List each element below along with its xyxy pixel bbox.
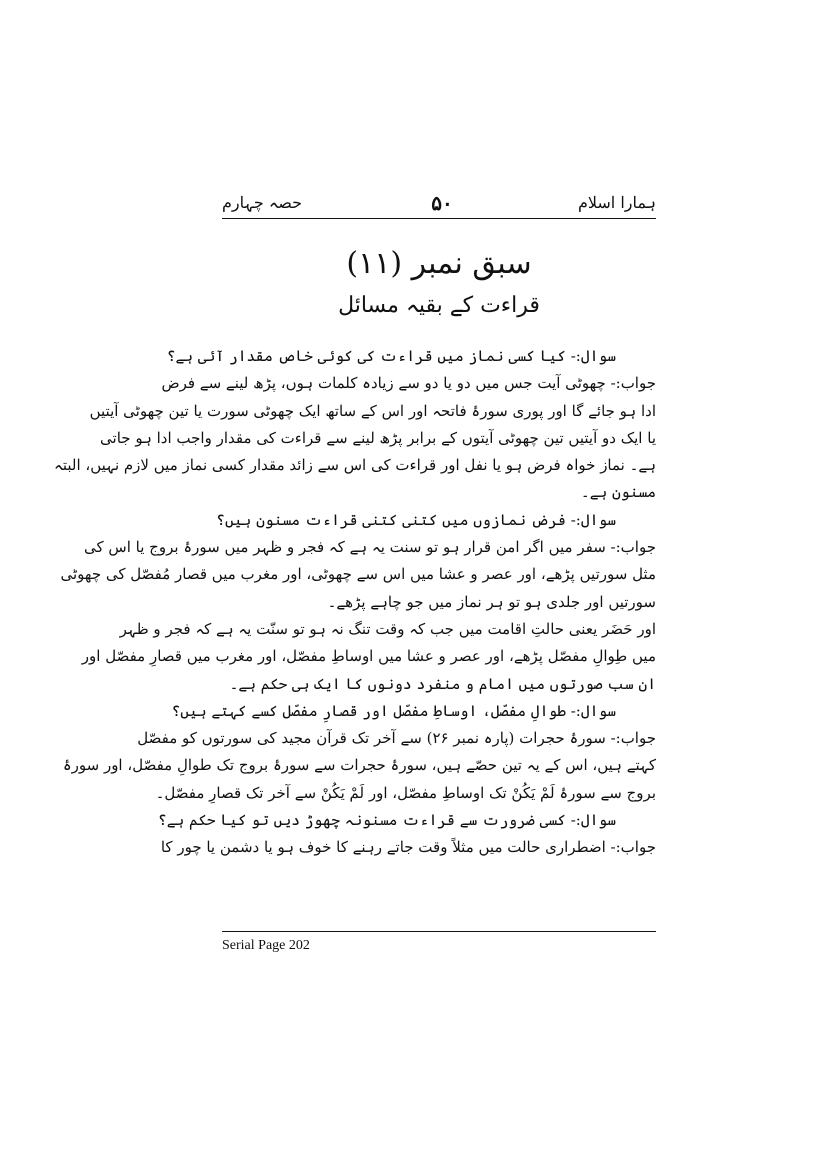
answer-line: جواب:- اضطراری حالت میں مثلاً وقت جاتے رہنے کا خوف ہو یا دشمن یا چور کا (160, 838, 656, 857)
text-line: ادا ہو جائے گا اور پوری سورۂ فاتحہ اور اس کے ساتھ ایک چھوٹی سورت یا تین چھوٹی آیتیں (89, 401, 656, 420)
running-header (222, 191, 656, 217)
book-title: ہمارا اسلام (577, 193, 656, 212)
header-rule (222, 218, 656, 219)
text-line: سورتیں اور جلدی ہو تو ہر نماز میں جو چاہے پڑھے۔ (327, 592, 656, 611)
question-line: سوال:- کسی ضرورت سے قراءت مسنونہ چھوڑ دیں تو کیا حکم ہے؟ (157, 811, 616, 830)
text-line: مسنون ہے۔ (580, 483, 656, 502)
question-line: سوال:- طوالِ مفصّل، اوساطِ مفصّل اور قصارِ مفصّل کسے کہتے ہیں؟ (171, 701, 616, 720)
text-line: ان سب صورتوں میں امام و منفرد دونوں کا ایک ہی حکم ہے۔ (229, 674, 656, 693)
answer-line: جواب:- سفر میں اگر امن قرار ہو تو سنت یہ ہے کہ فجر و ظہر میں سورۂ بروج یا اس کی (84, 538, 656, 557)
lesson-title: سبق نمبر (۱۱) (346, 246, 532, 281)
text-line: میں طِوالِ مفصّل پڑھے، اور عصر و عشا میں اوساطِ مفصّل، اور مغرب میں قصارِ مفصّل اور (81, 647, 656, 666)
text-line: یا ایک دو آیتیں تین چھوٹی آیتوں کے برابر پڑھ لینے سے قراءت کی مقدار واجب ادا ہو جاتی (100, 428, 656, 447)
text-line: کہتے ہیں، اس کے یہ تین حصّے ہیں، سورۂ حجرات سے سورۂ بروج تک طوالِ مفصّل، اور سورۂ (62, 756, 656, 775)
footer-rule (222, 931, 656, 932)
lesson-subtitle: قراءت کے بقیہ مسائل (338, 293, 540, 318)
question-line: سوال:- فرض نمازوں میں کتنی کتنی قراءت مسنون ہیں؟ (216, 510, 616, 529)
text-line: ہے۔ نماز خواہ فرض ہو یا نفل اور قراءت کی اس سے زائد مقدار کسی نماز میں لازم نہیں، البتہ (54, 456, 656, 475)
text-line: اور حَضَر یعنی حالتِ اقامت میں جب کہ وقت تنگ نہ ہو تو سنّت یہ ہے کہ فجر و ظہر (119, 619, 656, 638)
body-text (54, 343, 656, 862)
text-line: بروج سے سورۂ لَمْ یَکُنْ تک اوساطِ مفصّل، اور لَمْ یَکُنْ سے آخر تک قصارِ مفصّل۔ (155, 783, 656, 802)
answer-line: جواب:- سورۂ حجرات (پارہ نمبر ۲۶) سے آخر تک قرآن مجید کی سورتوں کو مفصّل (137, 729, 656, 748)
answer-line: جواب:- چھوٹی آیت جس میں دو یا دو سے زیادہ کلمات ہوں، پڑھ لینے سے فرض (161, 374, 656, 393)
part-label: حصہ چہارم (222, 193, 302, 212)
question-line: سوال:- کیا کسی نماز میں قراءت کی کوئی خاص مقدار آئی ہے؟ (166, 347, 616, 365)
page-number: ۵۰ (431, 191, 453, 215)
text-line: مثل سورتیں پڑھے، اور عصر و عشا میں اس سے چھوٹی، اور مغرب میں قصار مُفصّل کی چھوٹی (60, 565, 656, 584)
serial-page-label: Serial Page 202 (222, 938, 310, 953)
